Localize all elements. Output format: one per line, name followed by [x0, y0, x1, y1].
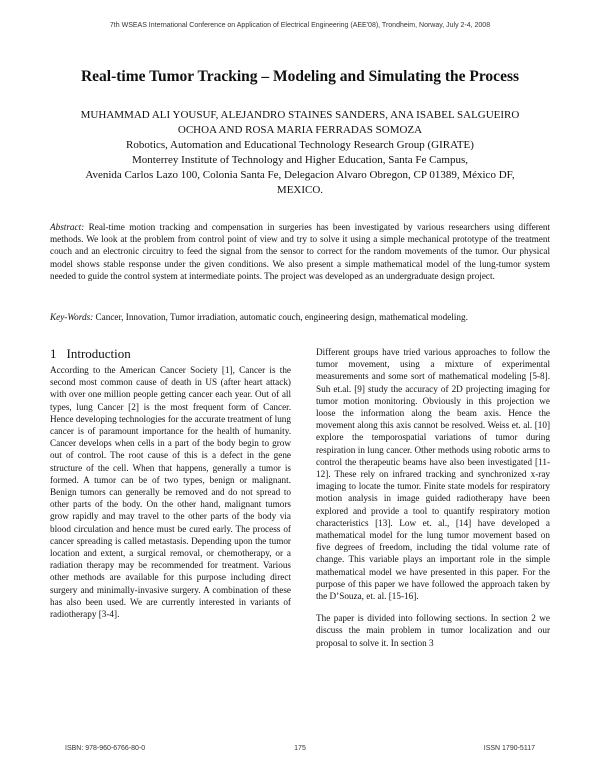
section-title: Introduction — [66, 346, 131, 361]
abstract — [50, 221, 550, 282]
author-block — [30, 108, 570, 198]
page-number: 175 — [294, 745, 306, 752]
footer-isbn: ISBN: 978-960-6766-80-0 — [65, 745, 146, 752]
footer-issn: ISSN 1790-5117 — [483, 745, 535, 752]
authors-line-2: OCHOA AND ROSA MARIA FERRADAS SOMOZA — [177, 124, 423, 136]
intro-paragraph-3: The paper is divided into following sections. In section 2 we discuss the main problem in tumor localization and our proposal to solve it. In section 3 — [316, 613, 550, 648]
intro-paragraph-1: According to the American Cancer Society [1], Cancer is the second most common cause of death in US (after heart attack) with over one million people getting cancer each year. Out of all types, lung Cancer [2] is the most frequent form of Cancer. Hence developing technologies for the accurate treatment of lung cancer is of paramount importance for the health of humanity. Cancer develops when cells in a part of the body begin to grow out of control. The root cause of this is a defect in the gene structure of the cell. When that happens, generally a tumor is formed. A tumor can be of two types, benign or malignant. Benign tumors can generally be removed and do not spread to other parts of the body. On the other hand, malignant tumors grow rapidly and may travel to the other parts of the body via blood circulation and hence must be cured early. The process of cancer spreading is called metastasis. Depending upon the tumor location and extent, a surgical removal, or chemotherapy, or a radiation therapy may be recommended for treatment. Various other methods are available for this purpose including direct surgery and minimally-invasive surgery. A combination of these has also been used. We are currently interested in variants of radiotherapy [3-4]. — [50, 365, 291, 620]
keywords — [50, 311, 550, 323]
right-column — [316, 346, 550, 649]
abstract-text: Real-time motion tracking and compensation in surgeries has been investigated by various researchers using different methods. We look at the problem from control point of view and try to solve it using a simple mechanical prototype of the treatment couch and an electronic circuitry to feed the signal from the sensor to correct for the random movements of the tumor. Our physical model shows stable response under the given conditions. We also present a simple mathematical model of the lung-tumor system needed to guide the control system at intermediate points. The project was developed as an undergraduate design project. — [50, 222, 550, 281]
conference-header: 7th WSEAS International Conference on Application of Electrical Engineering (AEE'08), Trondheim, Norway, July 2-4, 2008 — [109, 22, 491, 29]
abstract-label: Abstract: — [50, 222, 85, 232]
intro-paragraph-2: Different groups have tried various approaches to follow the tumor movement, using a mixture of experimental measurements and some sort of mathematical modeling [5-8]. Suh et.al. [9] study the accuracy of 2D projecting imaging for tumor motion monitoring. Obviously in this projection we loose the information along the beam axis. Hence the movement along this axis cannot be resolved. Weiss et. al. [10] explore the temporospatial variations of tumor during respiration in lung cancer. Other methods using robotic arms to control the therapeutic beams have also been investigated [11-12]. These rely on infrared tracking and synchronized x-ray imaging to locate the tumor. Finite state models for respiratory motion analysis in image guided radiotherapy have been explored and provide a tool to quantify respiratory motion characteristics [13]. Low et. al., [14] have developed a mathematical model for the lung tumor movement based on five degrees of freedom, including the tidal volume rate of change. This variable plays an important role in the simple mathematical model we have presented in this paper. For the purpose of this paper we have followed the approach taken by the D’Souza, et. al. [15-16]. — [316, 347, 550, 602]
keywords-label: Key-Words: — [50, 312, 94, 322]
affiliation-line-2: Monterrey Institute of Technology and Higher Education, Santa Fe Campus, — [132, 154, 468, 166]
section-heading — [50, 346, 291, 362]
affiliation-line-4: MEXICO. — [276, 184, 324, 196]
paper-title: Real-time Tumor Tracking – Modeling and Simulating the Process — [80, 68, 520, 85]
left-column — [50, 346, 291, 620]
keywords-text: Cancer, Innovation, Tumor irradiation, automatic couch, engineering design, mathematical modeling. — [95, 312, 468, 322]
authors-line-1: MUHAMMAD ALI YOUSUF, ALEJANDRO STAINES SANDERS, ANA ISABEL SALGUEIRO — [80, 109, 520, 121]
section-number: 1 — [50, 346, 57, 361]
affiliation-line-3: Avenida Carlos Lazo 100, Colonia Santa Fe, Delegacion Alvaro Obregon, CP 01389, México DF, — [85, 169, 515, 181]
affiliation-line-1: Robotics, Automation and Educational Technology Research Group (GIRATE) — [126, 139, 474, 151]
